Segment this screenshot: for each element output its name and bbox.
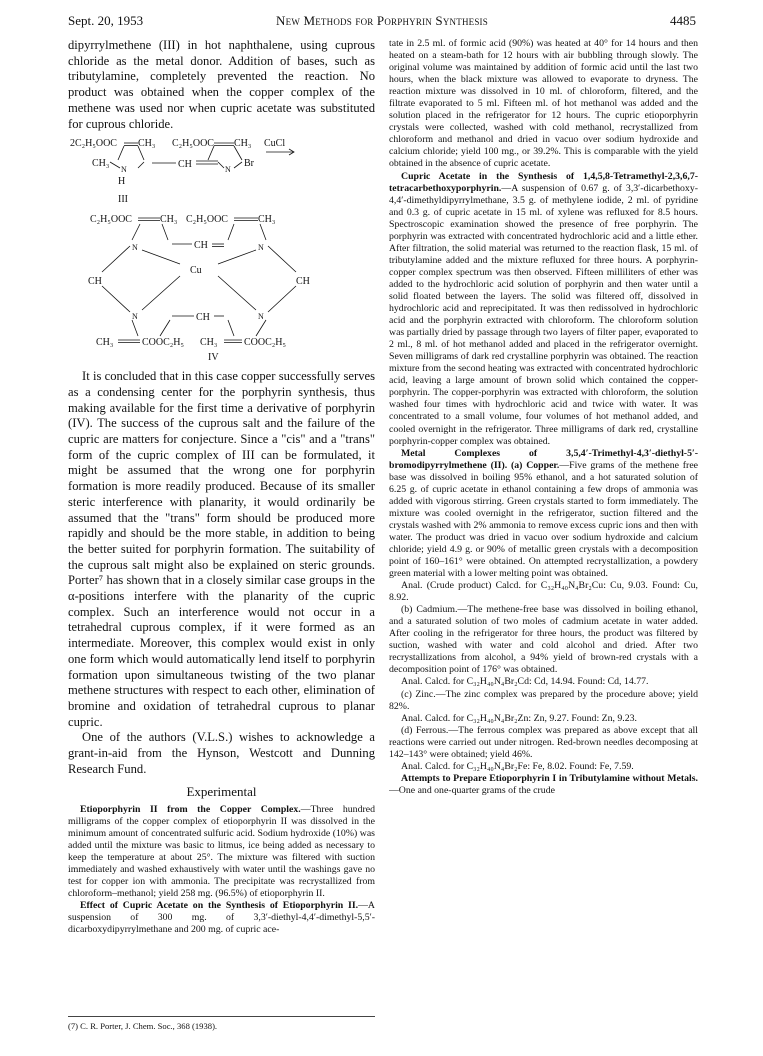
ferrous-paragraph: (d) Ferrous.—The ferrous complex was prepared as above except that all reactions were carried out under nitrogen. Red-brown needles decomposing at 142–143° were obtained; yield 46%. <box>389 724 698 760</box>
header-title: New Methods for Porphyrin Synthesis <box>276 13 488 28</box>
scheme-bl2: COOC₂H₅ <box>142 337 184 349</box>
right-paragraph-2 <box>389 171 698 448</box>
p3-body: —Five grams of the methene free base was dissolved in boiling 95% ethanol, and a hot saturated solution of 6.25 g. of cupric acetate in ethanol containing a few drops of ammonia was added with vigorous stirring. Green crystals started to form immediately. The mixture was cooled overnight in the refrigerator, suction filtered and the crystals washed with 2% ammonia to remove excess cupric ions and then with water. The product was dried in vacuo over sodium hydroxide and calcium chloride; yield 4.9 g. or 90% of metallic green crystals with a decomposition point of 160–161° were obtained. On attempted recrystallization, a powdery green material with a lower melting point was obtained. <box>389 459 698 580</box>
scheme-r1c: C₂H₅OOC <box>172 138 214 150</box>
p2-heading: Cupric Acetate in the Synthesis of 1,4,5,8-Tetramethyl-2,3,6,7-tetracarbethoxyporphyrin. <box>389 170 698 194</box>
scheme-t3: C₂H₅OOC <box>186 214 228 226</box>
scheme-bonds-2 <box>102 218 296 343</box>
cadmium-paragraph: (b) Cadmium.—The methene-free base was dissolved in boiling ethanol, and a saturated solution of two moles of cadmium acetate in water added. After cooling in the refrigerator for three hours, the product was filtered by suction, washed with water and cold alcohol and dried. After two recrystallizations from alcohol, a 94% yield of brown-red crystals with a decomposition point of 176° was obtained. <box>389 604 698 676</box>
scheme-br: Br <box>244 158 254 170</box>
exp1-body: —Three hundred milligrams of the copper complex of etioporphyrin II was dissolved in the minimum amount of concentrated sulfuric acid. Sodium hydroxide (10%) was added until the mixture was basic to litmus, ice being added as necessary to keep the temperature at about 25°. The mixture was filtered with suction immediately and washed exhaustively with water until the washings gave no test for copper ion with ammonia. The precipitate was recrystallized from chloroform–methanol; yield 258 mg. (96.5%) of etioporphyrin II. <box>68 803 375 899</box>
exp2-body: —A suspension of 300 mg. of 3,3′-diethyl-4,4′-dimethyl-5,5′-dicarboxydipyrrylmethane and 200 mg. of cupric ace- <box>68 899 375 935</box>
scheme-t2: CH₃ <box>160 214 178 226</box>
scheme-n2: N <box>225 165 231 175</box>
scheme-ch3l: CH₃ <box>92 158 110 170</box>
p2-body: —A suspension of 0.67 g. of 3,3′-dicarbethoxy-4,4′-dimethyldipyrrylmethane, 3.5 g. of methylene iodide, 2 ml. of pyridine and 0.3 g. of cupric acetate in 15 ml. of xylene was refluxed for 8.5 hours. Spectroscopic examination showed the presence of free porphyrin. The porphyrin was extracted with concentrated hydrochloric acid and a little ether. After filtration, the solid material was returned to the reaction flask, 15 ml. of tributylamine added and the mixture refluxed for three hours. A porphyrin-copper complex spectrum was then observed. Fifteen milliliters of ether was added to the hydrochloric acid solution of porphyrin and then water until a solid floated between the layers. The solid was filtered off, dissolved in hydrochloric acid and reprecipitated. It was then redissolved in hydrochloric acid and the porphyrin extracted with chloroform. The chloroform solution was partially dried by passage through two layers of filter paper, evaporated to 2 ml., 8 ml. of hot methanol added and placed in the refrigerator overnight. Seven milligrams of dark red crystalline porphyrin was obtained. The reaction mixture from the second heating was extracted with concentrated hydrochloric acid, leaving a large amount of brown solid which contained the copper-porphyrin. The copper-porphyrin was extracted with chloroform, the solution washed four times with hydrochloric acid and twice with water. It was concentrated to a small volume, four volumes of hot methanol added, and cooled overnight in the refrigerator. Three milligrams of dark red, crystalline porphyrin-copper complex was obtained. <box>389 182 698 447</box>
right-paragraph-3 <box>389 448 698 581</box>
intro-paragraph: dipyrrylmethene (III) in hot naphthalene, using cuprous chloride as the metal donor. Addition of bases, such as tributylamine, completely prevented the reaction. No product was obtained when the copper complex of the methene was used nor when cupric acetate was substituted for cuprous chloride. <box>68 38 375 131</box>
exp2-heading: Effect of Cupric Acetate on the Synthesis of Etioporphyrin II. <box>80 899 359 911</box>
scheme-n1: N <box>121 165 127 175</box>
scheme-mid-1: CH <box>194 240 208 252</box>
scheme-label-4: IV <box>208 352 219 364</box>
experimental-paragraph-2 <box>68 900 375 936</box>
analysis-cadmium: Anal. Calcd. for C₃₂H₄₀N₄Br₂Cd: Cd, 14.94. Found: Cd, 14.77. <box>401 676 649 688</box>
footnote: (7) C. R. Porter, J. Chem. Soc., 368 (1938). <box>68 1016 375 1031</box>
acknowledgement-paragraph: One of the authors (V.L.S.) wishes to acknowledge a grant-in-aid from the Hynson, Westcott and Dunning Research Fund. <box>68 730 375 776</box>
scheme-bl4: COOC₂H₅ <box>244 337 286 349</box>
header-date: Sept. 20, 1953 <box>68 13 144 28</box>
scheme-n3: N <box>132 243 138 253</box>
scheme-n4: N <box>258 243 264 253</box>
analysis-zinc: Anal. Calcd. for C₃₂H₄₀N₄Br₂Zn: Zn, 9.27. Found: Zn, 9.23. <box>401 712 638 724</box>
right-column <box>389 38 698 797</box>
scheme-h: H <box>118 176 126 188</box>
scheme-ch-left: CH <box>88 276 102 288</box>
scheme-bl: CH₃ <box>96 337 114 349</box>
scheme-t1: C₂H₅OOC <box>90 214 132 226</box>
analysis-copper: Anal. (Crude product) Calcd. for C₃₂H₄₀N₄Br₂Cu: Cu, 9.03. Found: Cu, 8.92. <box>389 580 698 604</box>
zinc-paragraph: (c) Zinc.—The zinc complex was prepared by the procedure above; yield 82%. <box>389 688 698 712</box>
right-paragraph-last <box>389 773 698 797</box>
scheme-label-3: III <box>118 194 128 206</box>
reaction-scheme <box>68 134 375 366</box>
left-column <box>68 38 375 936</box>
scheme-mid-2: CH <box>196 312 210 324</box>
p3-heading: Metal Complexes of 3,5,4′-Trimethyl-4,3′-diethyl-5′-bromodipyrrylmethene (II). (a) Copper. <box>389 447 698 471</box>
p11-body: —One and one-quarter grams of the crude <box>389 784 555 796</box>
exp1-heading: Etioporphyrin II from the Copper Complex. <box>80 803 301 815</box>
scheme-bl3: CH₃ <box>200 337 218 349</box>
experimental-heading: Experimental <box>186 783 257 799</box>
discussion-paragraph: It is concluded that in this case copper successfully serves as a condensing center for the porphyrin synthesis, thus making available for the first time a derivative of porphyrin (IV). The success of the cuprous salt and the failure of the cupric are matters for conjecture. Since a "cis" and a "trans" form of the cupric complex of III can be formulated, it might be assumed that the wrong one for porphyrin formation is more readily produced. Because of its smaller steric interference with planarity, it would ordinarily be assumed that the "trans" form should be produced more rapidly and should be the more stable, in addition to being the better suited for porphyrin formation. The suitability of the cuprous salt might also be explained on steric grounds. Porter⁷ has shown that in a closely similar case groups in the α-positions interfere with the planarity of the cupric complex. Such an interference would not occur in a tetrahedral cuprous complex, if it were formed as an intermediate. Moreover, this complex would exist in only one form which would automatically lend itself to porphyrin formation upon simultaneous twisting of the two planar methene structures with respect to each other, elimination of bromine and oxidation of tetrahedral cuprous to planar cupric. <box>68 369 375 729</box>
experimental-section <box>68 804 375 937</box>
experimental-paragraph-1 <box>68 804 375 900</box>
scheme-n6: N <box>258 312 264 322</box>
scheme-n5: N <box>132 312 138 322</box>
scheme-r1b: CH₃ <box>138 138 156 150</box>
reaction-scheme-svg <box>68 134 375 366</box>
analysis-ferrous: Anal. Calcd. for C₃₂H₄₀N₄Br₂Fe: Fe, 8.02. Found: Fe, 7.59. <box>401 760 634 772</box>
scheme-r1d: CH₃ <box>234 138 252 150</box>
scheme-r1: 2C₂H₅OOC <box>70 138 117 150</box>
scheme-cu: Cu <box>190 265 202 277</box>
scheme-reagent: CuCl <box>264 138 286 150</box>
scheme-ch-right: CH <box>296 276 310 288</box>
right-paragraph-1: tate in 2.5 ml. of formic acid (90%) was heated at 40° for 14 hours and then heated on a steam-bath for 12 hours with air bubbling through slowly. The original volume was maintained by addition of formic acid until the last two hours, when the black mixture was allowed to evaporate to dryness. The reaction mixture was dissolved in 10 ml. of chloroform, filtered, and the filtrate evaporated to 5 ml. Fifteen ml. of hot methanol was added and the solution placed in the refrigerator for 12 hours. The cupric etioporphyrin crystals were collected, washed with cold methanol, recrystallized from chloroform and methanol and dried in vacuo over sodium hydroxide and calcium chloride; yield 100 mg., or 39.2%. This is comparable with the yield obtained in the absence of cupric acetate. <box>389 38 698 170</box>
scheme-ch: CH <box>178 159 192 171</box>
page-number: 4485 <box>670 13 696 28</box>
scheme-t4: CH₃ <box>258 214 276 226</box>
running-header <box>68 13 696 31</box>
p11-heading: Attempts to Prepare Etioporphyrin I in Tributylamine without Metals. <box>401 772 698 784</box>
